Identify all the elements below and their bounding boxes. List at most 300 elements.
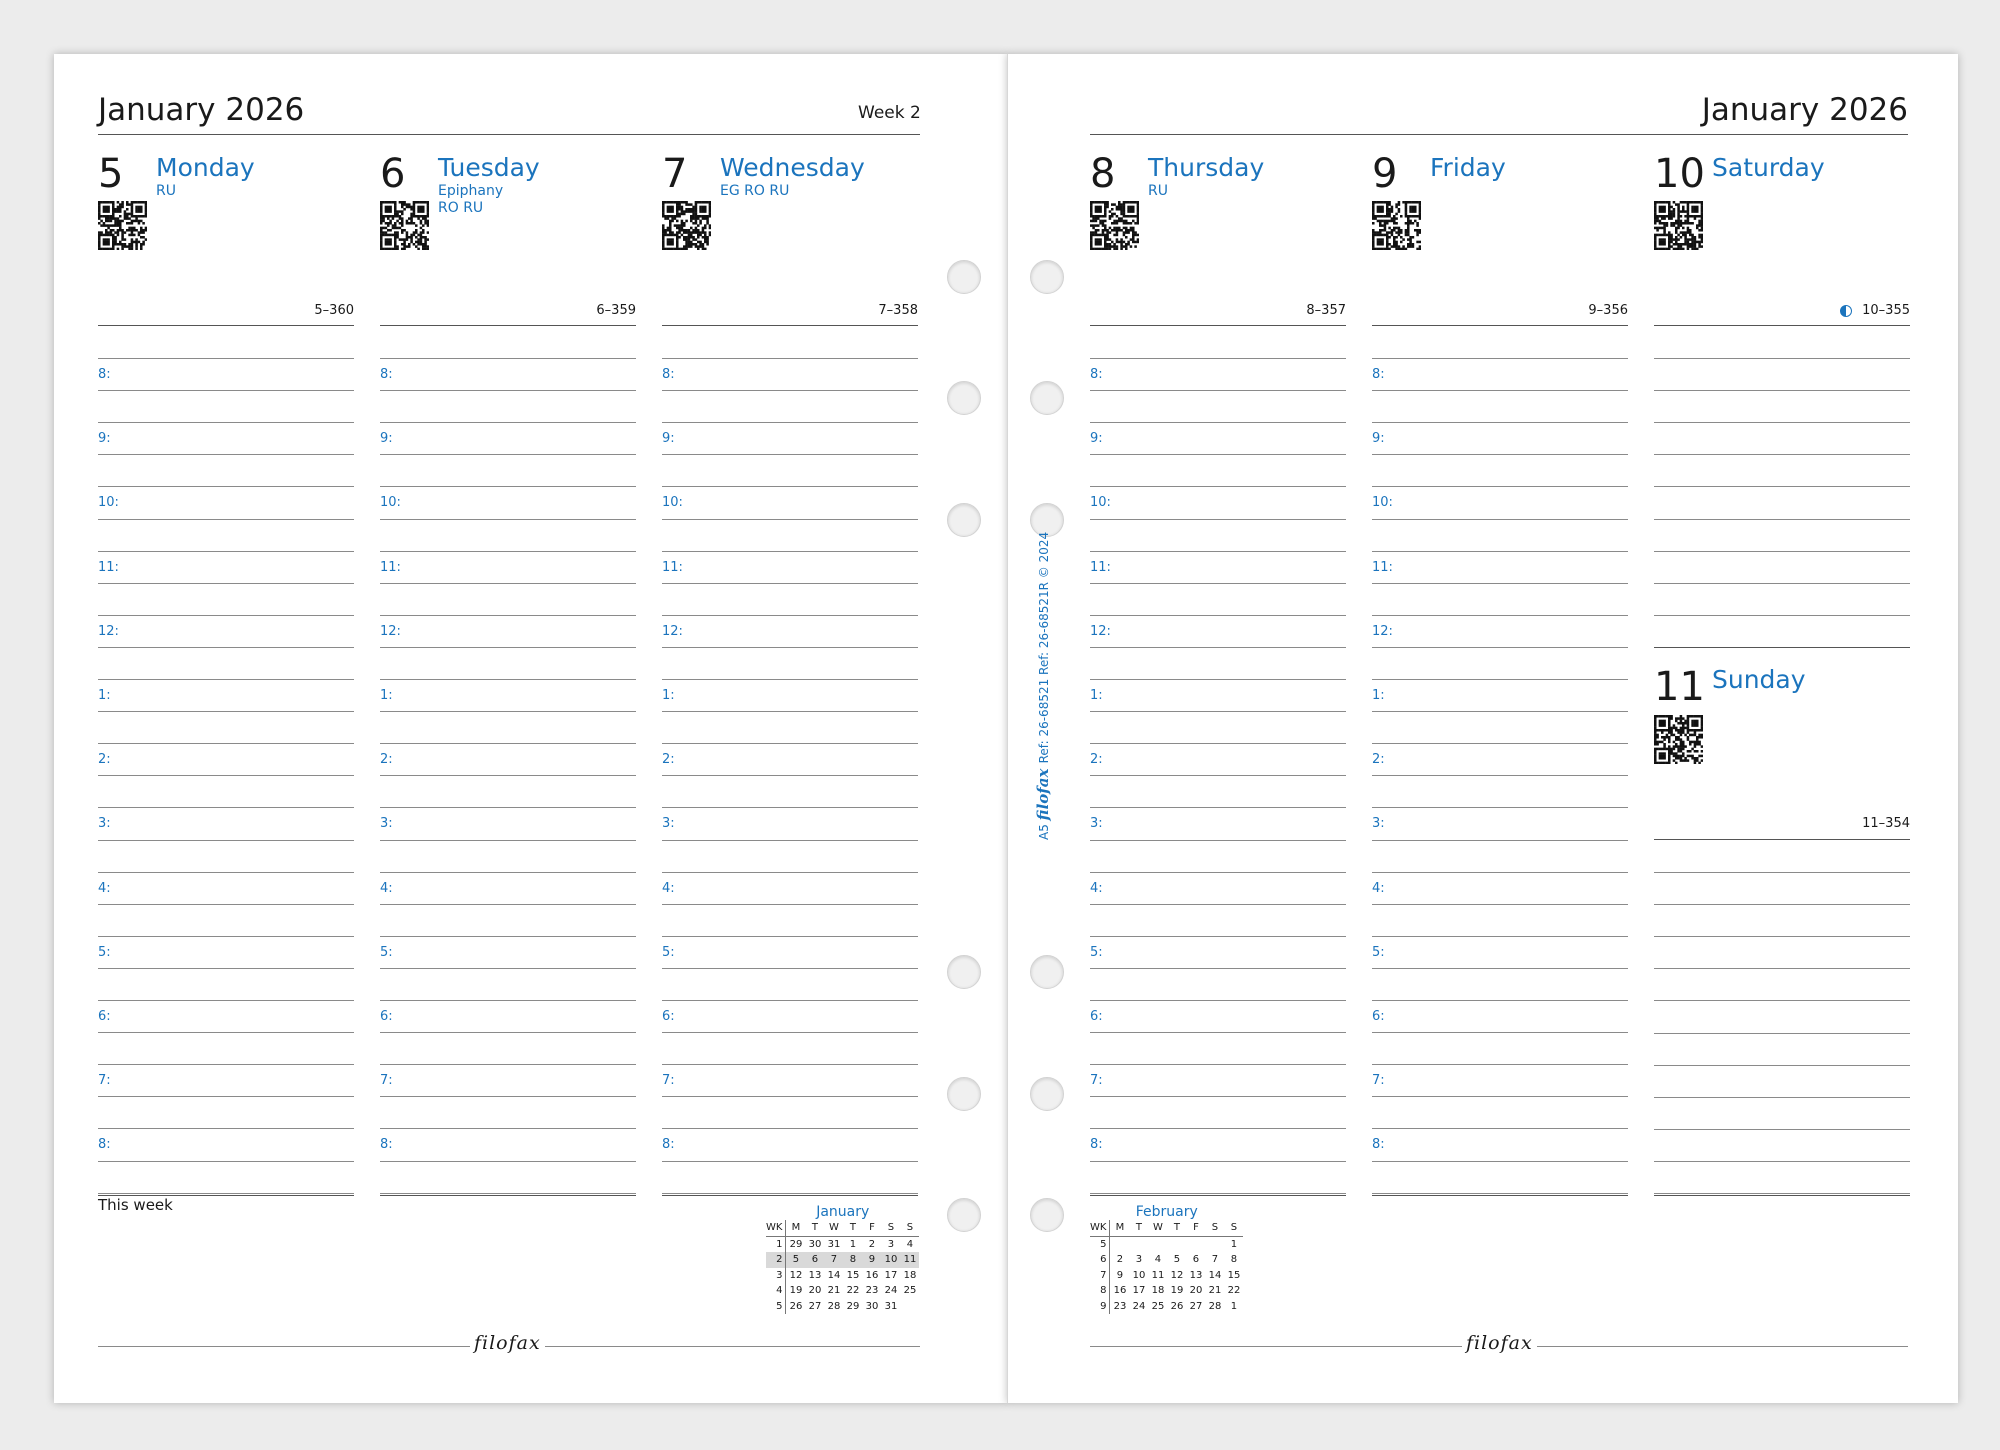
writing-line[interactable] [1372, 840, 1628, 841]
hour-label: 12: [662, 623, 683, 639]
writing-line[interactable] [1654, 1129, 1910, 1130]
writing-line[interactable] [380, 486, 636, 487]
mini-calendar-day [1167, 1236, 1186, 1252]
writing-line[interactable] [380, 1161, 636, 1162]
writing-line[interactable] [1090, 711, 1346, 712]
writing-line[interactable] [1372, 486, 1628, 487]
writing-line[interactable] [662, 583, 918, 584]
hour-label: 8: [380, 367, 393, 382]
saturday-sunday-divider [1654, 647, 1910, 648]
writing-line[interactable] [1090, 1096, 1346, 1097]
writing-line[interactable] [380, 615, 636, 616]
writing-line[interactable] [380, 1193, 636, 1194]
writing-line[interactable] [1654, 390, 1910, 391]
mini-calendar-header: WK [766, 1220, 786, 1236]
mini-calendar-day: 2 [1116, 1254, 1124, 1266]
writing-line[interactable] [662, 807, 918, 808]
mini-calendar-month: January [816, 1204, 870, 1220]
hour-label: 4: [98, 880, 111, 896]
writing-line[interactable] [1090, 1128, 1346, 1129]
writing-line[interactable] [98, 1064, 354, 1065]
punch-hole [1030, 955, 1064, 989]
mini-calendar-day: 13 [808, 1269, 822, 1281]
writing-line[interactable] [98, 1193, 354, 1194]
hour-label: 8: [98, 367, 111, 382]
writing-line[interactable] [1372, 551, 1628, 552]
writing-line[interactable] [1654, 904, 1910, 905]
day-name-sunday: Sunday [1712, 665, 1806, 694]
writing-line[interactable] [1372, 422, 1628, 423]
day-number-friday: 9 [1372, 151, 1398, 197]
writing-line[interactable] [1090, 358, 1346, 359]
writing-line[interactable] [1372, 454, 1628, 455]
writing-line[interactable] [1372, 872, 1628, 873]
writing-line[interactable] [1090, 647, 1346, 648]
day-note-wednesday: EG RO RU [720, 183, 790, 199]
writing-line[interactable] [98, 615, 354, 616]
hour-label: 9: [1090, 431, 1103, 447]
mini-calendar-month: February [1135, 1204, 1198, 1220]
writing-line[interactable] [662, 1064, 918, 1065]
left-footer-logo: filofax [470, 1332, 545, 1354]
hour-label: 1: [380, 688, 393, 703]
writing-line[interactable] [1372, 1161, 1628, 1162]
writing-line[interactable] [1372, 711, 1628, 712]
mini-calendar-day: 12 [789, 1269, 803, 1281]
hour-label: 7: [662, 1073, 675, 1089]
writing-line[interactable] [98, 936, 354, 937]
mini-calendar-day: 18 [1151, 1285, 1165, 1297]
mini-calendar-day: 8 [1230, 1254, 1238, 1266]
hour-label: 7: [1372, 1073, 1385, 1089]
writing-line[interactable] [662, 711, 918, 712]
mini-calendar-header: W [824, 1220, 843, 1236]
writing-line[interactable] [1090, 743, 1346, 744]
writing-line[interactable] [662, 1128, 918, 1129]
writing-line[interactable] [1090, 1161, 1346, 1162]
mini-calendar-grid [1090, 1220, 1243, 1314]
writing-line[interactable] [662, 358, 918, 359]
mini-calendar-header: M [1110, 1220, 1130, 1236]
mini-calendar-header: T [805, 1220, 824, 1236]
mini-calendar-day: 30 [865, 1300, 879, 1312]
hour-label: 4: [662, 880, 675, 896]
writing-line[interactable] [1372, 807, 1628, 808]
writing-line[interactable] [380, 1064, 636, 1065]
writing-line[interactable] [662, 743, 918, 744]
this-week-label: This week [98, 1196, 173, 1214]
writing-line[interactable] [1654, 1161, 1910, 1162]
writing-line[interactable] [1372, 1064, 1628, 1065]
writing-line[interactable] [380, 358, 636, 359]
writing-line[interactable] [1654, 551, 1910, 552]
writing-line[interactable] [662, 1000, 918, 1001]
mini-calendar-header: S [881, 1220, 900, 1236]
writing-line[interactable] [1090, 775, 1346, 776]
mini-calendar-day: 28 [827, 1300, 841, 1312]
writing-line[interactable] [1654, 1097, 1910, 1098]
mini-calendar-day: 12 [1170, 1269, 1184, 1281]
hour-label: 2: [380, 752, 393, 768]
day-bottom-rule-sunday [1654, 1195, 1910, 1196]
day-count-label: 7–358 [878, 303, 918, 318]
mini-calendar-day: 30 [808, 1238, 822, 1250]
hour-label: 4: [1372, 880, 1385, 896]
writing-line[interactable] [380, 1128, 636, 1129]
sunday-top-rule [1654, 839, 1910, 840]
day-count-label: 9–356 [1588, 303, 1628, 318]
writing-line[interactable] [1090, 1064, 1346, 1065]
writing-line[interactable] [380, 422, 636, 423]
writing-line[interactable] [98, 679, 354, 680]
writing-line[interactable] [98, 743, 354, 744]
writing-line[interactable] [380, 647, 636, 648]
writing-line[interactable] [98, 904, 354, 905]
hour-label: 6: [380, 1009, 393, 1024]
writing-line[interactable] [662, 486, 918, 487]
writing-line[interactable] [1372, 743, 1628, 744]
writing-line[interactable] [1654, 1065, 1910, 1066]
writing-line[interactable] [1090, 807, 1346, 808]
writing-line[interactable] [1654, 1033, 1910, 1034]
day-note-monday: RU [156, 183, 176, 199]
mini-calendar-day: 10 [1132, 1269, 1146, 1281]
day-number-sunday: 11 [1654, 664, 1705, 710]
mini-calendar-header: S [1224, 1220, 1243, 1236]
writing-line[interactable] [1654, 583, 1910, 584]
mini-calendar-header: S [900, 1220, 919, 1236]
writing-line[interactable] [98, 968, 354, 969]
writing-line[interactable] [380, 454, 636, 455]
page-size-label: A5 [1037, 820, 1051, 840]
reference-numbers: Ref: 26-68521 Ref: 26-68521R [1037, 578, 1051, 764]
writing-line[interactable] [662, 1193, 918, 1194]
qr-code-thursday[interactable] [1090, 201, 1139, 250]
writing-line[interactable] [1090, 615, 1346, 616]
day-top-rule-tuesday [380, 325, 636, 326]
writing-line[interactable] [1090, 422, 1346, 423]
qr-code-friday[interactable] [1372, 201, 1421, 250]
mini-calendar-day: 21 [1208, 1285, 1222, 1297]
writing-line[interactable] [662, 615, 918, 616]
hour-label: 10: [1090, 495, 1111, 511]
hour-label: 12: [1090, 623, 1111, 639]
writing-line[interactable] [1090, 904, 1346, 905]
writing-line[interactable] [98, 711, 354, 712]
mini-calendar-day: 22 [1227, 1285, 1241, 1297]
punch-hole [1030, 1198, 1064, 1232]
hour-label: 8: [1372, 1137, 1385, 1153]
hour-label: 9: [380, 431, 393, 447]
writing-line[interactable] [1090, 872, 1346, 873]
day-count-saturday [1790, 303, 1910, 318]
moon-phase-icon [1840, 305, 1852, 317]
writing-line[interactable] [98, 583, 354, 584]
writing-line[interactable] [662, 904, 918, 905]
writing-line[interactable] [98, 1000, 354, 1001]
punch-hole [947, 260, 981, 294]
writing-line[interactable] [1090, 840, 1346, 841]
hour-label: 8: [1090, 367, 1103, 382]
hour-label: 4: [380, 880, 393, 896]
punch-hole [947, 503, 981, 537]
writing-line[interactable] [1090, 968, 1346, 969]
day-count-sunday: 11–354 [1862, 816, 1910, 831]
writing-line[interactable] [1654, 454, 1910, 455]
writing-line[interactable] [1654, 936, 1910, 937]
hour-label: 12: [1372, 623, 1393, 639]
writing-line[interactable] [1372, 583, 1628, 584]
writing-line[interactable] [1654, 968, 1910, 969]
day-count-friday [1508, 303, 1628, 318]
writing-line[interactable] [1654, 519, 1910, 520]
mini-calendar-day: 10 [881, 1252, 900, 1268]
writing-line[interactable] [98, 1032, 354, 1033]
writing-line[interactable] [662, 968, 918, 969]
writing-line[interactable] [1372, 904, 1628, 905]
writing-line[interactable] [1090, 583, 1346, 584]
writing-line[interactable] [380, 743, 636, 744]
writing-line[interactable] [98, 807, 354, 808]
mini-calendar-header: M [786, 1220, 806, 1236]
writing-line[interactable] [662, 1161, 918, 1162]
writing-line[interactable] [98, 486, 354, 487]
mini-calendar-header: S [1205, 1220, 1224, 1236]
mini-calendar-day: 23 [865, 1285, 879, 1297]
writing-line[interactable] [380, 390, 636, 391]
mini-calendar-day: 16 [865, 1269, 879, 1281]
writing-line[interactable] [380, 1096, 636, 1097]
writing-line[interactable] [1654, 1193, 1910, 1194]
writing-line[interactable] [1372, 358, 1628, 359]
mini-calendar-day: 29 [789, 1238, 803, 1250]
qr-code-tuesday[interactable] [380, 201, 429, 250]
mini-calendar-day: 27 [1189, 1300, 1203, 1312]
writing-line[interactable] [98, 775, 354, 776]
hour-label: 8: [662, 1137, 675, 1153]
writing-line[interactable] [98, 358, 354, 359]
day-bottom-rule-wednesday [662, 1195, 918, 1196]
hour-label: 6: [1372, 1009, 1385, 1024]
mini-calendar-header: WK [1090, 1220, 1110, 1236]
writing-line[interactable] [380, 775, 636, 776]
mini-calendar-day: 1 [849, 1238, 857, 1250]
hour-label: 3: [1090, 816, 1103, 832]
writing-line[interactable] [98, 840, 354, 841]
mini-calendar-week: 1 [766, 1236, 786, 1252]
mini-calendar-day: 26 [1170, 1300, 1184, 1312]
hour-label: 1: [98, 688, 111, 703]
writing-line[interactable] [1372, 775, 1628, 776]
mini-calendar-day: 26 [789, 1300, 803, 1312]
qr-code-sunday[interactable] [1654, 715, 1703, 764]
mini-calendar-day: 6 [1192, 1254, 1200, 1266]
writing-line[interactable] [662, 840, 918, 841]
qr-code-monday[interactable] [98, 201, 147, 250]
writing-line[interactable] [98, 551, 354, 552]
writing-line[interactable] [662, 422, 918, 423]
writing-line[interactable] [380, 968, 636, 969]
writing-line[interactable] [380, 679, 636, 680]
hour-label: 10: [662, 495, 683, 511]
qr-code-wednesday[interactable] [662, 201, 711, 250]
writing-line[interactable] [1090, 390, 1346, 391]
mini-calendar-week: 2 [766, 1252, 786, 1268]
punch-hole [1030, 381, 1064, 415]
writing-line[interactable] [380, 904, 636, 905]
writing-line[interactable] [380, 936, 636, 937]
mini-calendar-header: T [1129, 1220, 1148, 1236]
writing-line[interactable] [1090, 551, 1346, 552]
writing-line[interactable] [1372, 1000, 1628, 1001]
hour-label: 11: [662, 559, 683, 575]
hour-label: 11: [1372, 559, 1393, 575]
writing-line[interactable] [1372, 1096, 1628, 1097]
mini-calendar-week: 4 [766, 1283, 786, 1299]
writing-line[interactable] [662, 390, 918, 391]
writing-line[interactable] [662, 872, 918, 873]
hour-label: 5: [98, 944, 111, 960]
hour-label: 12: [98, 623, 119, 639]
writing-line[interactable] [380, 551, 636, 552]
hour-label: 2: [662, 752, 675, 768]
writing-line[interactable] [1090, 936, 1346, 937]
hour-label: 3: [98, 816, 111, 832]
writing-line[interactable] [662, 1096, 918, 1097]
qr-code-saturday[interactable] [1654, 201, 1703, 250]
writing-line[interactable] [1372, 968, 1628, 969]
mini-calendar-day: 1 [1230, 1300, 1238, 1312]
writing-line[interactable] [1090, 454, 1346, 455]
writing-line[interactable] [1090, 679, 1346, 680]
hour-label: 1: [662, 688, 675, 703]
mini-calendar-day: 21 [827, 1285, 841, 1297]
writing-line[interactable] [662, 551, 918, 552]
mini-calendar-day: 19 [1170, 1285, 1184, 1297]
mini-calendar-day [1186, 1236, 1205, 1252]
day-bottom-rule-tuesday [380, 1195, 636, 1196]
writing-line[interactable] [1090, 1032, 1346, 1033]
mini-calendar-week: 9 [1090, 1299, 1110, 1315]
writing-line[interactable] [662, 775, 918, 776]
hour-label: 9: [662, 431, 675, 447]
mini-calendar-week: 5 [766, 1299, 786, 1315]
writing-line[interactable] [98, 647, 354, 648]
writing-line[interactable] [662, 679, 918, 680]
writing-line[interactable] [1372, 679, 1628, 680]
mini-calendar-day: 9 [1116, 1269, 1124, 1281]
hour-label: 2: [98, 752, 111, 768]
mini-calendar-day: 20 [808, 1285, 822, 1297]
writing-line[interactable] [1372, 519, 1628, 520]
writing-line[interactable] [1090, 1193, 1346, 1194]
day-number-wednesday: 7 [662, 151, 688, 197]
writing-line[interactable] [1372, 1032, 1628, 1033]
writing-line[interactable] [380, 711, 636, 712]
day-name-tuesday: Tuesday [438, 153, 540, 182]
hour-label: 11: [98, 559, 119, 575]
hour-label: 11: [1090, 559, 1111, 575]
punch-hole [947, 381, 981, 415]
mini-calendar-day: 13 [1189, 1269, 1203, 1281]
writing-line[interactable] [1654, 358, 1910, 359]
writing-line[interactable] [380, 1032, 636, 1033]
writing-line[interactable] [1090, 519, 1346, 520]
writing-line[interactable] [98, 1096, 354, 1097]
writing-line[interactable] [662, 454, 918, 455]
writing-line[interactable] [1372, 647, 1628, 648]
writing-line[interactable] [1372, 615, 1628, 616]
hour-label: 9: [1372, 431, 1385, 447]
day-name-monday: Monday [156, 153, 255, 182]
writing-line[interactable] [380, 872, 636, 873]
hour-label: 1: [1090, 688, 1103, 703]
writing-line[interactable] [98, 1161, 354, 1162]
day-count-tuesday [516, 303, 636, 318]
mini-calendar-day: 22 [846, 1285, 860, 1297]
mini-calendar-header: T [843, 1220, 862, 1236]
day-count-label: 6–359 [596, 303, 636, 318]
writing-line[interactable] [1372, 1193, 1628, 1194]
hour-label: 1: [1372, 688, 1385, 703]
writing-line[interactable] [1654, 422, 1910, 423]
writing-line[interactable] [1090, 1000, 1346, 1001]
writing-line[interactable] [98, 1128, 354, 1129]
writing-line[interactable] [1654, 615, 1910, 616]
writing-line[interactable] [1654, 486, 1910, 487]
day-note-tuesday: Epiphany [438, 183, 504, 199]
mini-calendar-february [1090, 1204, 1243, 1314]
hour-label: 8: [98, 1137, 111, 1153]
writing-line[interactable] [1654, 1000, 1910, 1001]
hour-label: 5: [380, 944, 393, 960]
writing-line[interactable] [98, 454, 354, 455]
writing-line[interactable] [662, 647, 918, 648]
writing-line[interactable] [98, 390, 354, 391]
day-number-tuesday: 6 [380, 151, 406, 197]
mini-calendar-day [1129, 1236, 1148, 1252]
writing-line[interactable] [380, 1000, 636, 1001]
writing-line[interactable] [1654, 872, 1910, 873]
mini-calendar-day: 15 [846, 1269, 860, 1281]
writing-line[interactable] [380, 519, 636, 520]
punch-hole [1030, 260, 1064, 294]
mini-calendar-day: 18 [903, 1269, 917, 1281]
writing-line[interactable] [98, 422, 354, 423]
day-name-wednesday: Wednesday [720, 153, 865, 182]
hour-label: 6: [1090, 1009, 1103, 1024]
writing-line[interactable] [1090, 486, 1346, 487]
writing-line[interactable] [380, 583, 636, 584]
writing-line[interactable] [98, 872, 354, 873]
right-footer-logo: filofax [1462, 1332, 1537, 1354]
writing-line[interactable] [1372, 390, 1628, 391]
writing-line[interactable] [380, 840, 636, 841]
writing-line[interactable] [98, 519, 354, 520]
punch-hole [947, 1198, 981, 1232]
punch-hole [1030, 1077, 1064, 1111]
week-number: Week 2 [858, 103, 921, 123]
writing-line[interactable] [380, 807, 636, 808]
mini-calendar-day: 11 [900, 1252, 919, 1268]
writing-line[interactable] [662, 1032, 918, 1033]
mini-calendar-day: 24 [884, 1285, 898, 1297]
writing-line[interactable] [1372, 1128, 1628, 1129]
mini-calendar-day: 11 [1151, 1269, 1165, 1281]
writing-line[interactable] [662, 519, 918, 520]
writing-line[interactable] [662, 936, 918, 937]
writing-line[interactable] [1372, 936, 1628, 937]
